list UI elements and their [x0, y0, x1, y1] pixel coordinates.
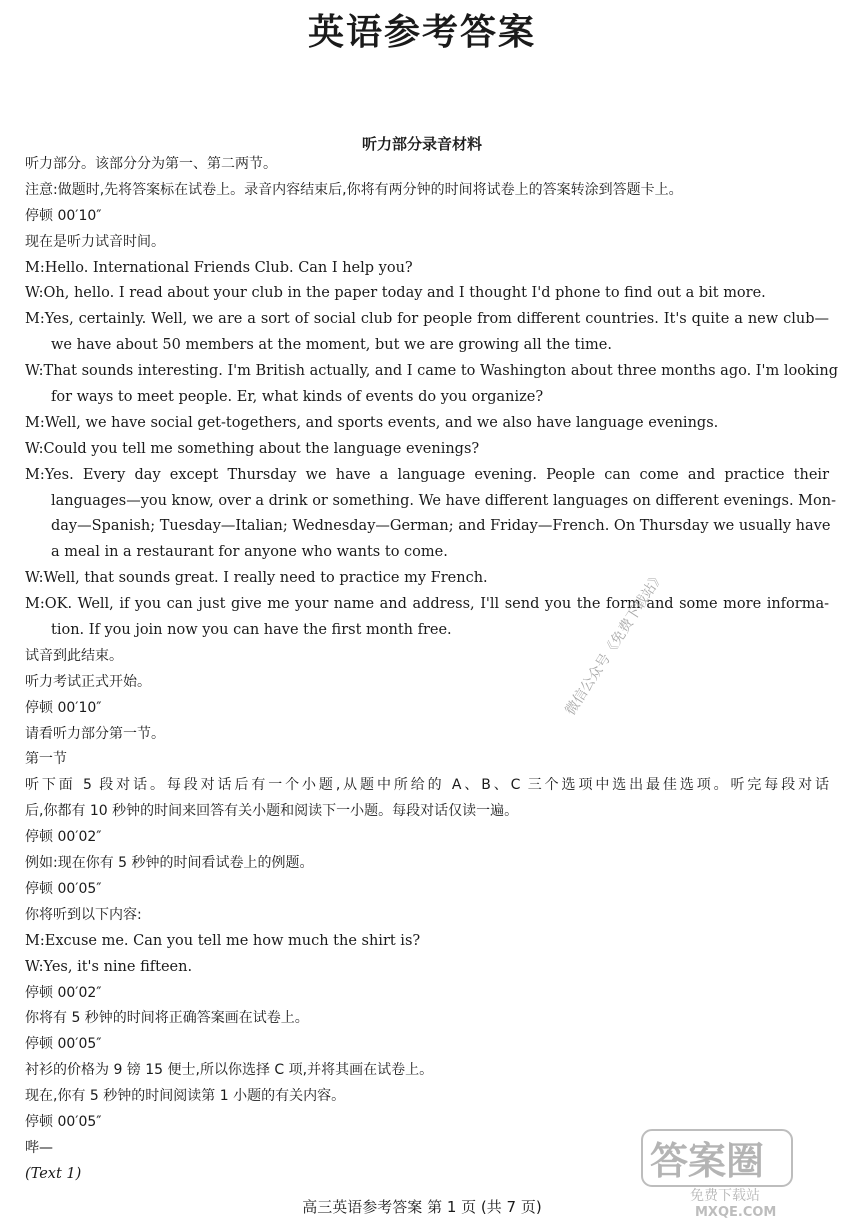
- section-title: 听力部分录音材料: [361, 135, 482, 153]
- text-line: 停顿 00′05″: [25, 880, 102, 897]
- page-title: 英语参考答案: [307, 11, 536, 53]
- text-line: 注意:做题时,先将答案标在试卷上。录音内容结束后,你将有两分钟的时间将试卷上的答案转涂到答题卡上。: [25, 181, 683, 198]
- text-line: 现在,你有 5 秒钟的时间阅读第 1 小题的有关内容。: [25, 1088, 346, 1105]
- dialogue-line: M:Yes. Every day except Thursday we have a language evening. People can come and practice their: [25, 466, 829, 483]
- dialogue-line: W:That sounds interesting. I'm British actually, and I came to Washington about three months ago. I'm looking: [25, 363, 839, 380]
- dialogue-line: for ways to meet people. Er, what kinds of events do you organize?: [51, 389, 544, 406]
- dialogue-line: a meal in a restaurant for anyone who wants to come.: [51, 544, 448, 561]
- page-footer: 高三英语参考答案 第 1 页 (共 7 页): [302, 1198, 542, 1216]
- text-line: 哔—: [25, 1139, 53, 1156]
- dialogue-line: M:Yes, certainly. Well, we are a sort of social club for people from different countries. It's quite a new club—: [25, 311, 829, 328]
- dialogue-line: W:Could you tell me something about the language evenings?: [25, 440, 480, 457]
- text-line: 衬衫的价格为 9 镑 15 便士,所以你选择 C 项,并将其画在试卷上。: [25, 1062, 434, 1079]
- text-line: 后,你都有 10 秒钟的时间来回答有关小题和阅读下一小题。每段对话仅读一遍。: [25, 803, 519, 820]
- text-line: 停顿 00′05″: [25, 1113, 102, 1130]
- text-line: 停顿 00′02″: [25, 829, 102, 846]
- dialogue-line: languages—you know, over a drink or something. We have different languages on different evenings. Mon-: [51, 492, 836, 509]
- dialogue-line: M:Excuse me. Can you tell me how much the shirt is?: [25, 932, 421, 949]
- text-line: 例如:现在你有 5 秒钟的时间看试卷上的例题。: [25, 855, 314, 872]
- dialogue-line: W:Yes, it's nine fifteen.: [25, 958, 193, 975]
- text-line: 停顿 00′10″: [25, 207, 102, 224]
- text-line: 你将有 5 秒钟的时间将正确答案画在试卷上。: [25, 1010, 309, 1027]
- dialogue-line: W:Oh, hello. I read about your club in the paper today and I thought I'd phone to find out a bit more.: [25, 285, 766, 302]
- watermark-text: 微信公众号《免费下载站》: [562, 568, 668, 719]
- dialogue-line: tion. If you join now you can have the first month free.: [51, 622, 452, 639]
- text-line: 停顿 00′02″: [25, 984, 102, 1001]
- text-line: 停顿 00′05″: [25, 1036, 102, 1053]
- text-line: 你将听到以下内容:: [25, 906, 142, 923]
- text-line: 停顿 00′10″: [25, 699, 102, 716]
- text-line: 请看听力部分第一节。: [25, 725, 165, 742]
- text-line: 听力部分。该部分分为第一、第二两节。: [25, 156, 277, 172]
- text-label-line: (Text 1): [25, 1165, 82, 1182]
- dialogue-line: M:OK. Well, if you can just give me your name and address, I'll send you the form and some more informa-: [25, 596, 829, 613]
- text-line: 试音到此结束。: [25, 647, 123, 664]
- dialogue-line: W:Well, that sounds great. I really need to practice my French.: [25, 570, 488, 587]
- logo-url-text: MXQE.COM: [695, 1205, 777, 1218]
- text-line: 听下面 5 段对话。每段对话后有一个小题,从题中所给的 A、B、C 三个选项中选出最佳选项。听完每段对话: [25, 777, 829, 794]
- logo-small-text: 免费下载站: [690, 1188, 760, 1204]
- logo-big-text: 答案圈: [650, 1139, 765, 1183]
- dialogue-line: M:Hello. International Friends Club. Can I help you?: [25, 259, 413, 276]
- document-body: [25, 152, 839, 1188]
- text-line: 听力考试正式开始。: [25, 673, 151, 690]
- dialogue-line: day—Spanish; Tuesday—Italian; Wednesday—German; and Friday—French. On Thursday we usually have: [51, 518, 831, 535]
- dialogue-line: we have about 50 members at the moment, but we are growing all the time.: [51, 337, 612, 354]
- text-line: 现在是听力试音时间。: [25, 233, 165, 250]
- text-line: 第一节: [25, 751, 67, 768]
- dialogue-line: M:Well, we have social get-togethers, and sports events, and we also have language evenings.: [25, 414, 719, 431]
